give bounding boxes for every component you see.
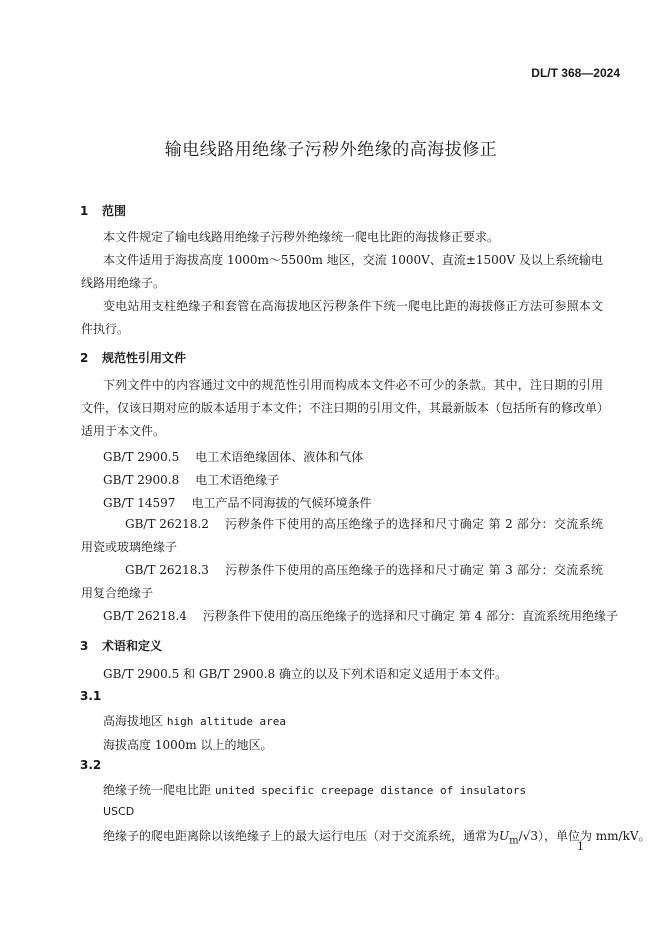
section-1-heading <box>80 202 126 219</box>
reference-code: GB/T 26218.3 <box>125 563 209 577</box>
term-entry <box>103 781 526 798</box>
clause-number: 3.1 <box>80 689 102 703</box>
clause-number: 3.2 <box>80 758 102 772</box>
reference-code: GB/T 14597 <box>103 496 176 510</box>
term-definition: 海拔高度 1000m 以上的地区。 <box>103 738 273 752</box>
reference-code: GB/T 26218.2 <box>125 517 209 531</box>
standard-number: DL/T 368—2024 <box>531 66 620 80</box>
math-subscript: m <box>509 835 519 847</box>
paragraph: 本文件规定了输电线路用绝缘子污秽外绝缘统一爬电比距的海拔修正要求。 <box>103 230 500 244</box>
term-en: high altitude area <box>166 715 287 728</box>
math-symbol: U <box>499 829 510 843</box>
paragraph: GB/T 2900.5 和 GB/T 2900.8 确立的以及下列术语和定义适用于本文件。 <box>103 667 507 681</box>
reference-item <box>103 607 618 624</box>
reference-item <box>103 494 371 511</box>
term-entry <box>103 712 286 729</box>
reference-code: GB/T 26218.4 <box>103 609 187 623</box>
term-zh: 高海拔地区 <box>103 714 164 728</box>
section-number: 2 <box>80 351 89 365</box>
reference-item <box>103 448 363 465</box>
section-title: 术语和定义 <box>102 639 163 653</box>
math-root: /√3 <box>518 829 538 843</box>
section-title: 规范性引用文件 <box>102 351 187 365</box>
reference-title: 电工术语绝缘子 <box>195 473 280 487</box>
section-3-heading <box>80 637 162 654</box>
section-2-heading <box>80 349 186 366</box>
definition-text: ），单位为 mm/kV。 <box>537 829 651 843</box>
reference-item <box>81 513 603 559</box>
reference-title: 污秽条件下使用的高压绝缘子的选择和尺寸确定 第 2 部分：交流系统用瓷或玻璃绝缘子 <box>81 517 603 554</box>
paragraph: 本文件适用于海拔高度 1000m～5500m 地区，交流 1000V、直流±1500V 及以上系统输电线路用绝缘子。 <box>81 253 603 290</box>
paragraph: 变电站用支柱绝缘子和套管在高海拔地区污秽条件下统一爬电比距的海拔修正方法可参照本文件执行。 <box>81 299 603 336</box>
reference-code: GB/T 2900.8 <box>103 473 180 487</box>
section-title: 范围 <box>102 204 127 218</box>
reference-title: 电工术语绝缘固体、液体和气体 <box>195 450 364 464</box>
definition-text: 绝缘子的爬电距离除以该绝缘子上的最大运行电压（对于交流系统，通常为 <box>103 829 500 843</box>
reference-code: GB/T 2900.5 <box>103 450 180 464</box>
paragraph: 下列文件中的内容通过文中的规范性引用而构成本文件必不可少的条款。其中，注日期的引用文件，仅该日期对应的版本适用于本文件；不注日期的引用文件，其最新版本（包括所有的修改单）适用于本文件。 <box>81 378 604 438</box>
reference-item <box>81 559 603 605</box>
reference-title: 污秽条件下使用的高压绝缘子的选择和尺寸确定 第 3 部分：交流系统用复合绝缘子 <box>81 563 603 600</box>
page-number: 1 <box>577 840 584 853</box>
term-zh: 绝缘子统一爬电比距 <box>103 783 212 797</box>
term-abbreviation: USCD <box>103 805 135 818</box>
term-definition <box>103 827 651 846</box>
reference-title: 电工产品不同海拔的气候环境条件 <box>191 496 372 510</box>
term-en: united specific creepage distance of insulators <box>214 784 527 797</box>
document-title: 输电线路用绝缘子污秽外绝缘的高海拔修正 <box>164 140 498 160</box>
reference-item <box>103 471 279 488</box>
section-number: 1 <box>80 204 89 218</box>
section-number: 3 <box>80 639 89 653</box>
reference-title: 污秽条件下使用的高压绝缘子的选择和尺寸确定 第 4 部分：直流系统用绝缘子 <box>202 609 618 623</box>
